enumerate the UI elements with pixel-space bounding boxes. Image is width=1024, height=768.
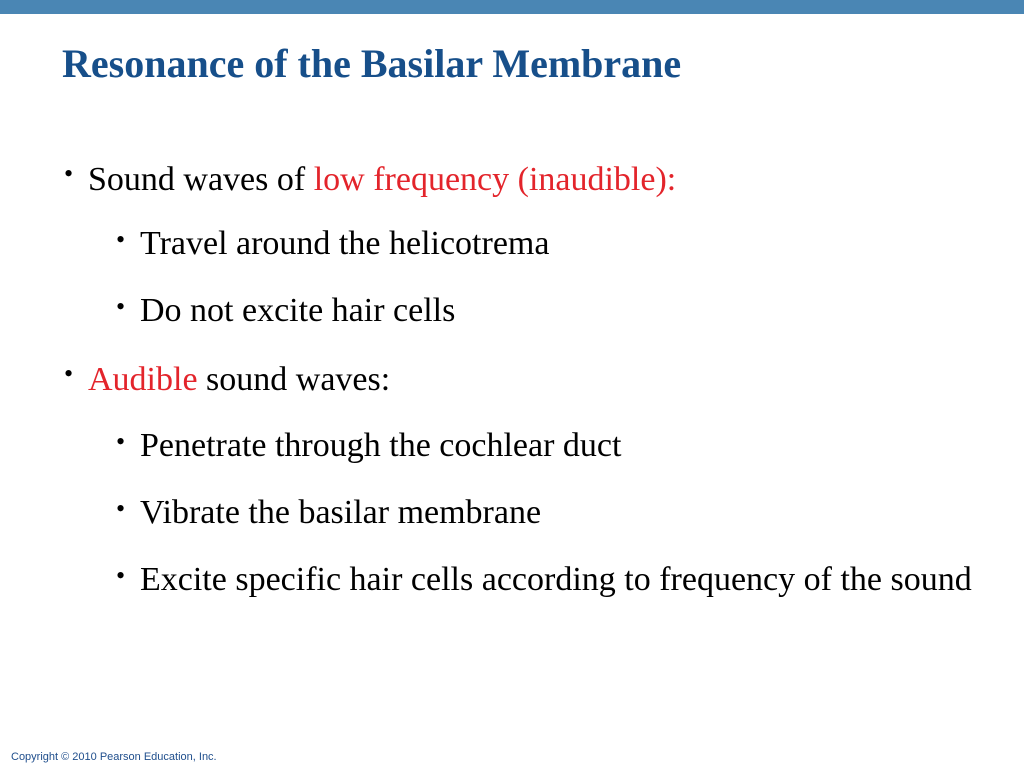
bullet-dot: • xyxy=(116,292,126,321)
bullet-highlight-text: low frequency (inaudible): xyxy=(313,161,677,198)
bullet-dot: • xyxy=(116,225,126,254)
bullet-text: Sound waves of xyxy=(88,161,314,198)
sub-bullet-text: Penetrate through the cochlear duct xyxy=(140,427,622,464)
bullet-dot: • xyxy=(116,494,126,523)
sub-bullet-cochlear-duct xyxy=(116,424,1000,468)
sub-bullet-text: Travel around the helicotrema xyxy=(140,225,550,262)
sub-bullet-hair-cells xyxy=(116,289,1000,333)
bullet-dot: • xyxy=(116,427,126,456)
bullet-dot: • xyxy=(116,561,126,590)
bullet-dot: • xyxy=(64,159,74,188)
sub-bullet-helicotrema xyxy=(116,222,1000,266)
sub-bullet-text: Vibrate the basilar membrane xyxy=(140,494,542,531)
sub-bullet-basilar-membrane xyxy=(116,491,1000,535)
bullet-highlight-text: Audible xyxy=(88,361,198,398)
bullet-audible xyxy=(64,356,390,404)
slide-title: Resonance of the Basilar Membrane xyxy=(62,41,682,86)
sub-bullet-specific-hair-cells xyxy=(116,558,1000,602)
bullet-text: sound waves: xyxy=(197,361,391,398)
sub-bullet-text: Excite specific hair cells according to frequency of the sound xyxy=(140,561,972,598)
bullet-low-frequency xyxy=(64,156,676,204)
sub-bullet-text: Do not excite hair cells xyxy=(140,292,456,329)
top-accent-bar xyxy=(0,0,1024,14)
bullet-dot: • xyxy=(64,359,74,388)
copyright-footer: Copyright © 2010 Pearson Education, Inc. xyxy=(11,751,217,763)
